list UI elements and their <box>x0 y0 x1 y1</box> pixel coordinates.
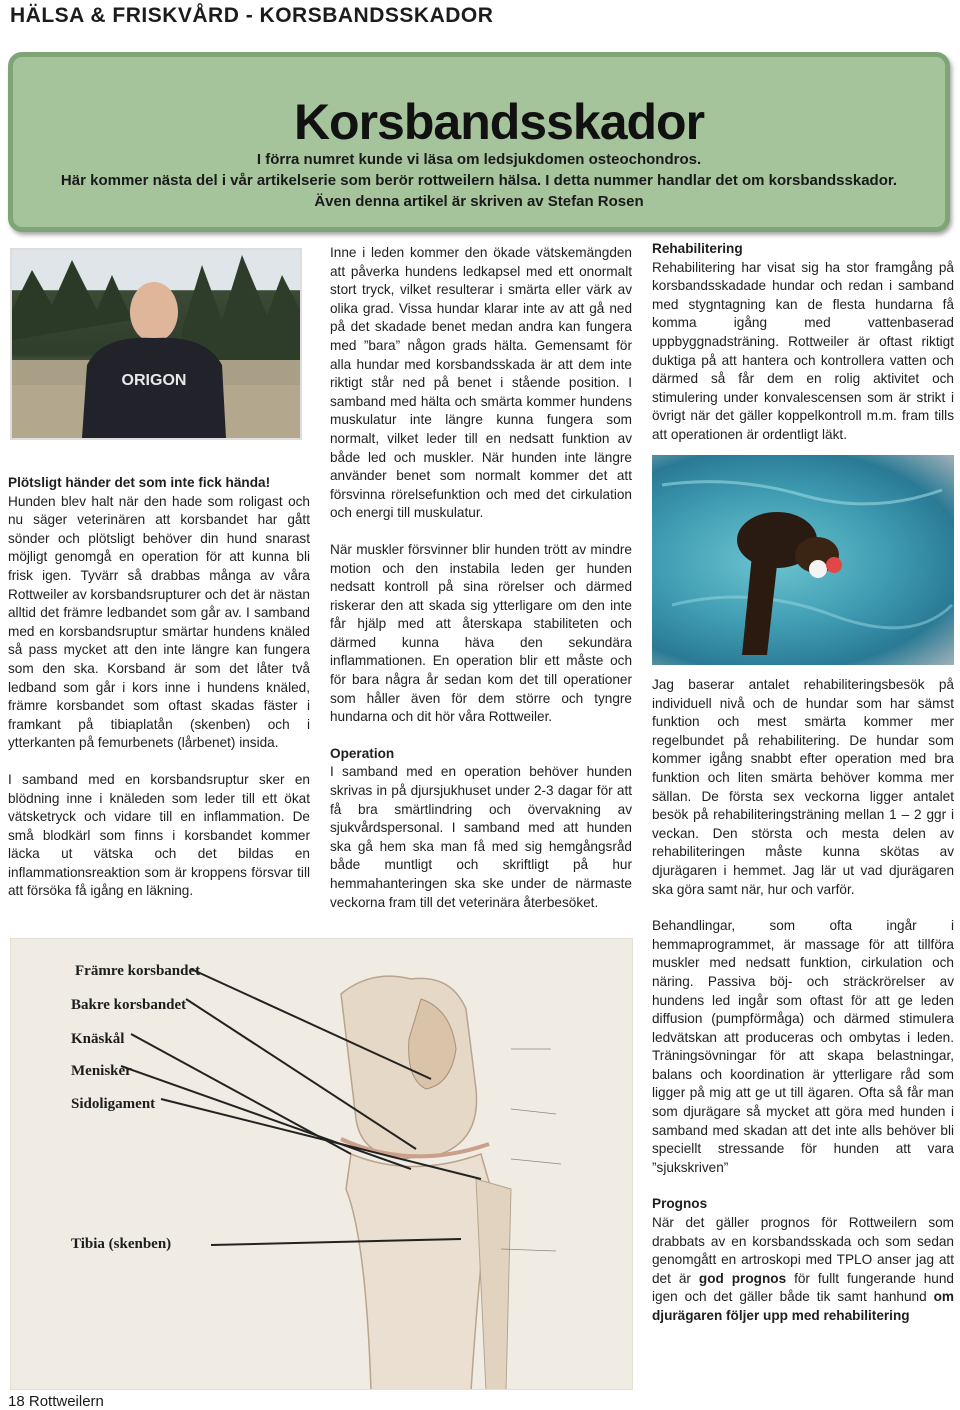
title-box <box>8 52 950 232</box>
section-header: HÄLSA & FRISKVÅRD - KORSBANDSSKADOR <box>10 4 494 27</box>
knee-label-side-ligament: Sidoligament <box>71 1096 156 1112</box>
col2-paragraph-2: När muskler försvinner blir hunden trött av mindre motion och den instabila leden ger hunden nedsatt kontroll på sina rörelser och därmed riskerar den att skada sig ytterligare om den inte får hjälp med att återskapa stabiliteten och därmed kunna häva den sekundära inflammationen. En operation blir ett måste och för bara några år sedan kom det till operationer som håller även för dem större och tyngre hundarna och dit hör våra Rottweiler. <box>330 541 632 725</box>
col3-paragraph-2: Jag baserar antalet rehabiliteringsbesök på individuell nivå och de hundar som har sämst funktion och mest smärta kommer mer regelbundet på rehabilitering. De hundar som kommer igång snabbt efter operation med bra funktion och liten smärta behöver komma mer sällan. De första sex veckorna ligger antalet besök på rehabiliteringsträning mellan 1 – 2 ggr i veckan. Den största och mesta delen av rehabiliteringen måste kunna skötas av djurägaren i hemmet. Jag lär ut vad djurägaren ska göra samt när, hur och varför. <box>652 677 954 897</box>
knee-label-menisci: Menisker <box>71 1063 132 1079</box>
col3-heading-prognos: Prognos <box>652 1196 708 1212</box>
intro-text <box>13 149 945 212</box>
dog-pool-illustration <box>652 455 954 665</box>
magazine-name: Rottweilern <box>28 1393 104 1410</box>
knee-anatomy-illustration <box>10 938 633 1390</box>
knee-label-tibia: Tibia (skenben) <box>71 1236 172 1252</box>
intro-line: Även denna artikel är skriven av Stefan Rosen <box>314 193 644 210</box>
col2-heading-operation: Operation <box>330 745 395 761</box>
intro-line: I förra numret kunde vi läsa om ledsjukdomen osteochondros. <box>256 151 702 168</box>
column-3-bottom <box>652 676 954 1326</box>
page-footer <box>8 1393 104 1410</box>
knee-label-rear-ligament: Bakre korsbandet <box>71 997 187 1013</box>
knee-label-front-ligament: Främre korsbandet <box>75 963 201 979</box>
shirt-print: ORIGON <box>121 372 187 389</box>
col3-paragraph-1: Rehabilitering har visat sig ha stor framgång på korsbandsskadade hundar och redan i samband med stygntagning kan de flesta hundarna få komma igång med vattenbaserad uppbyggnadsträning. Rottweiler är oftast riktigt duktiga på att hantera och kontrollera vatten och därmed så får dem en rolig aktivitet och stimulering under konvalescensen som är strikt i övrigt när det gäller koppelkontroll m.m. fram tills att operationen är ordentligt läkt. <box>652 259 954 442</box>
column-3-top <box>652 240 954 463</box>
col2-paragraph-1: Inne i leden kommer den ökade vätskemängden att påverka hundens ledkapsel med ett onormalt stort tryck, vilket resulterar i smärta eller värk av olika grad. Vissa hundar klarar inte av att gå ned på det skadade benet medan andra kan fungera med ”bara” någon grads hälta. Gemensamt för alla hundar med korsbandsskada är att dem inte riktigt står ned på benet i stående position. I samband med hälta och smärta kommer hundens muskulatur inte längre kunna fungera som normalt, vilket leder till en nedsatt funktion av både led och muskler. När hunden inte längre använder benet som normalt kommer det att försvinna rörelsefunktion och med det cirkulation och energi till muskulatur. <box>330 245 632 521</box>
col1-paragraph-1: Hunden blev halt när den hade som roligast och nu säger veterinären att korsbandet har gått sönder och plötsligt behöver din hund snarast möjligt genomgå en operation för att kunna bli frisk igen. Tyvärr så drabbas många av våra Rottweiler av korsbandsrupturer och det är nästan alltid det främre ledbandet som går av. I samband med en korsbandsruptur smärtar hundens knäled så pass mycket att den inte längre kan fungera som den ska. Korsband är som det låter två ledband som går i kors inne i hundens knäled, främre korsbandet som oftast skadas fäster i framkant på tibiaplatån (skenben) och i ytterkanten på femurbenets (lårbenet) insida. <box>8 493 310 751</box>
column-2 <box>330 244 632 930</box>
prognos-text-1: När det gäller prognos för Rottweilern som drabbats av en korsbandsskada och som sedan genomgått en artroskopi med TPLO anser jag att det är <box>652 1215 954 1286</box>
page-number: 18 <box>8 1393 25 1410</box>
col2-paragraph-3: I samband med en operation behöver hunden skrivas in på djursjukhuset under 2-3 dagar för att få bra smärtlindring och övervakning av sjukvårdspersonal. I samband med att hunden ska gå hem ska man få med sig hemgångsråd både muntligt och skriftligt på hur hemmahanteringen ska ske under de närmaste veckorna fram till det veterinära återbesöket. <box>330 764 632 910</box>
col3-heading-rehab: Rehabilitering <box>652 241 743 256</box>
column-1 <box>8 474 310 919</box>
prognos-text-2: för fullt fungerande hund igen och det gäller både tik samt hanhund <box>652 1270 954 1305</box>
col3-paragraph-4 <box>652 1214 954 1326</box>
col1-heading: Plötsligt händer det som inte fick hända! <box>8 475 271 490</box>
author-photo-illustration <box>12 250 300 438</box>
col3-paragraph-3: Behandlingar, som ofta ingår i hemmaprogrammet, är massage för att tillföra muskler med nedsatt funktion, cirkulation och näring. Passiva böj- och sträckrörelser av hundens led ingår som oftast för att ge leden diffusion (pumpförmåga) och därmed stimulera ledvätskan att produceras och ombytas i leden. Träningsövningar för att skapa belastningar, balans och koordination är ytterligare råd som ligger på mig att ge ut till ägaren. Ofta så får man som djurägare så mycket att göra med hunden i samband med skadan att det inte alls behöver bli speciellt stressande för hunden att vara ”sjukskriven” <box>652 918 954 1175</box>
prognos-emphasis-2: om djurägaren följer upp med rehabilitering <box>652 1289 954 1323</box>
knee-label-kneecap: Knäskål <box>71 1031 125 1047</box>
prognos-emphasis-1: god prognos <box>698 1270 787 1286</box>
article-title: Korsbandsskador <box>293 94 705 150</box>
intro-line: Här kommer nästa del i vår artikelserie som berör rottweilern hälsa. I detta nummer handlar det om korsbandsskador. <box>60 172 898 189</box>
dog-pool-photo <box>652 455 954 665</box>
col1-paragraph-2: I samband med en korsbandsruptur sker en blödning inne i knäleden som leder till ett ökat vätsketryck och vidare till en inflammation. De små blodkärl som finns i korsbandet kommer läcka ut vätska och det bildas en inflammationsreaktion som är kroppens försvar till att försöka få igång en läkning. <box>8 771 310 899</box>
author-photo <box>10 248 302 440</box>
